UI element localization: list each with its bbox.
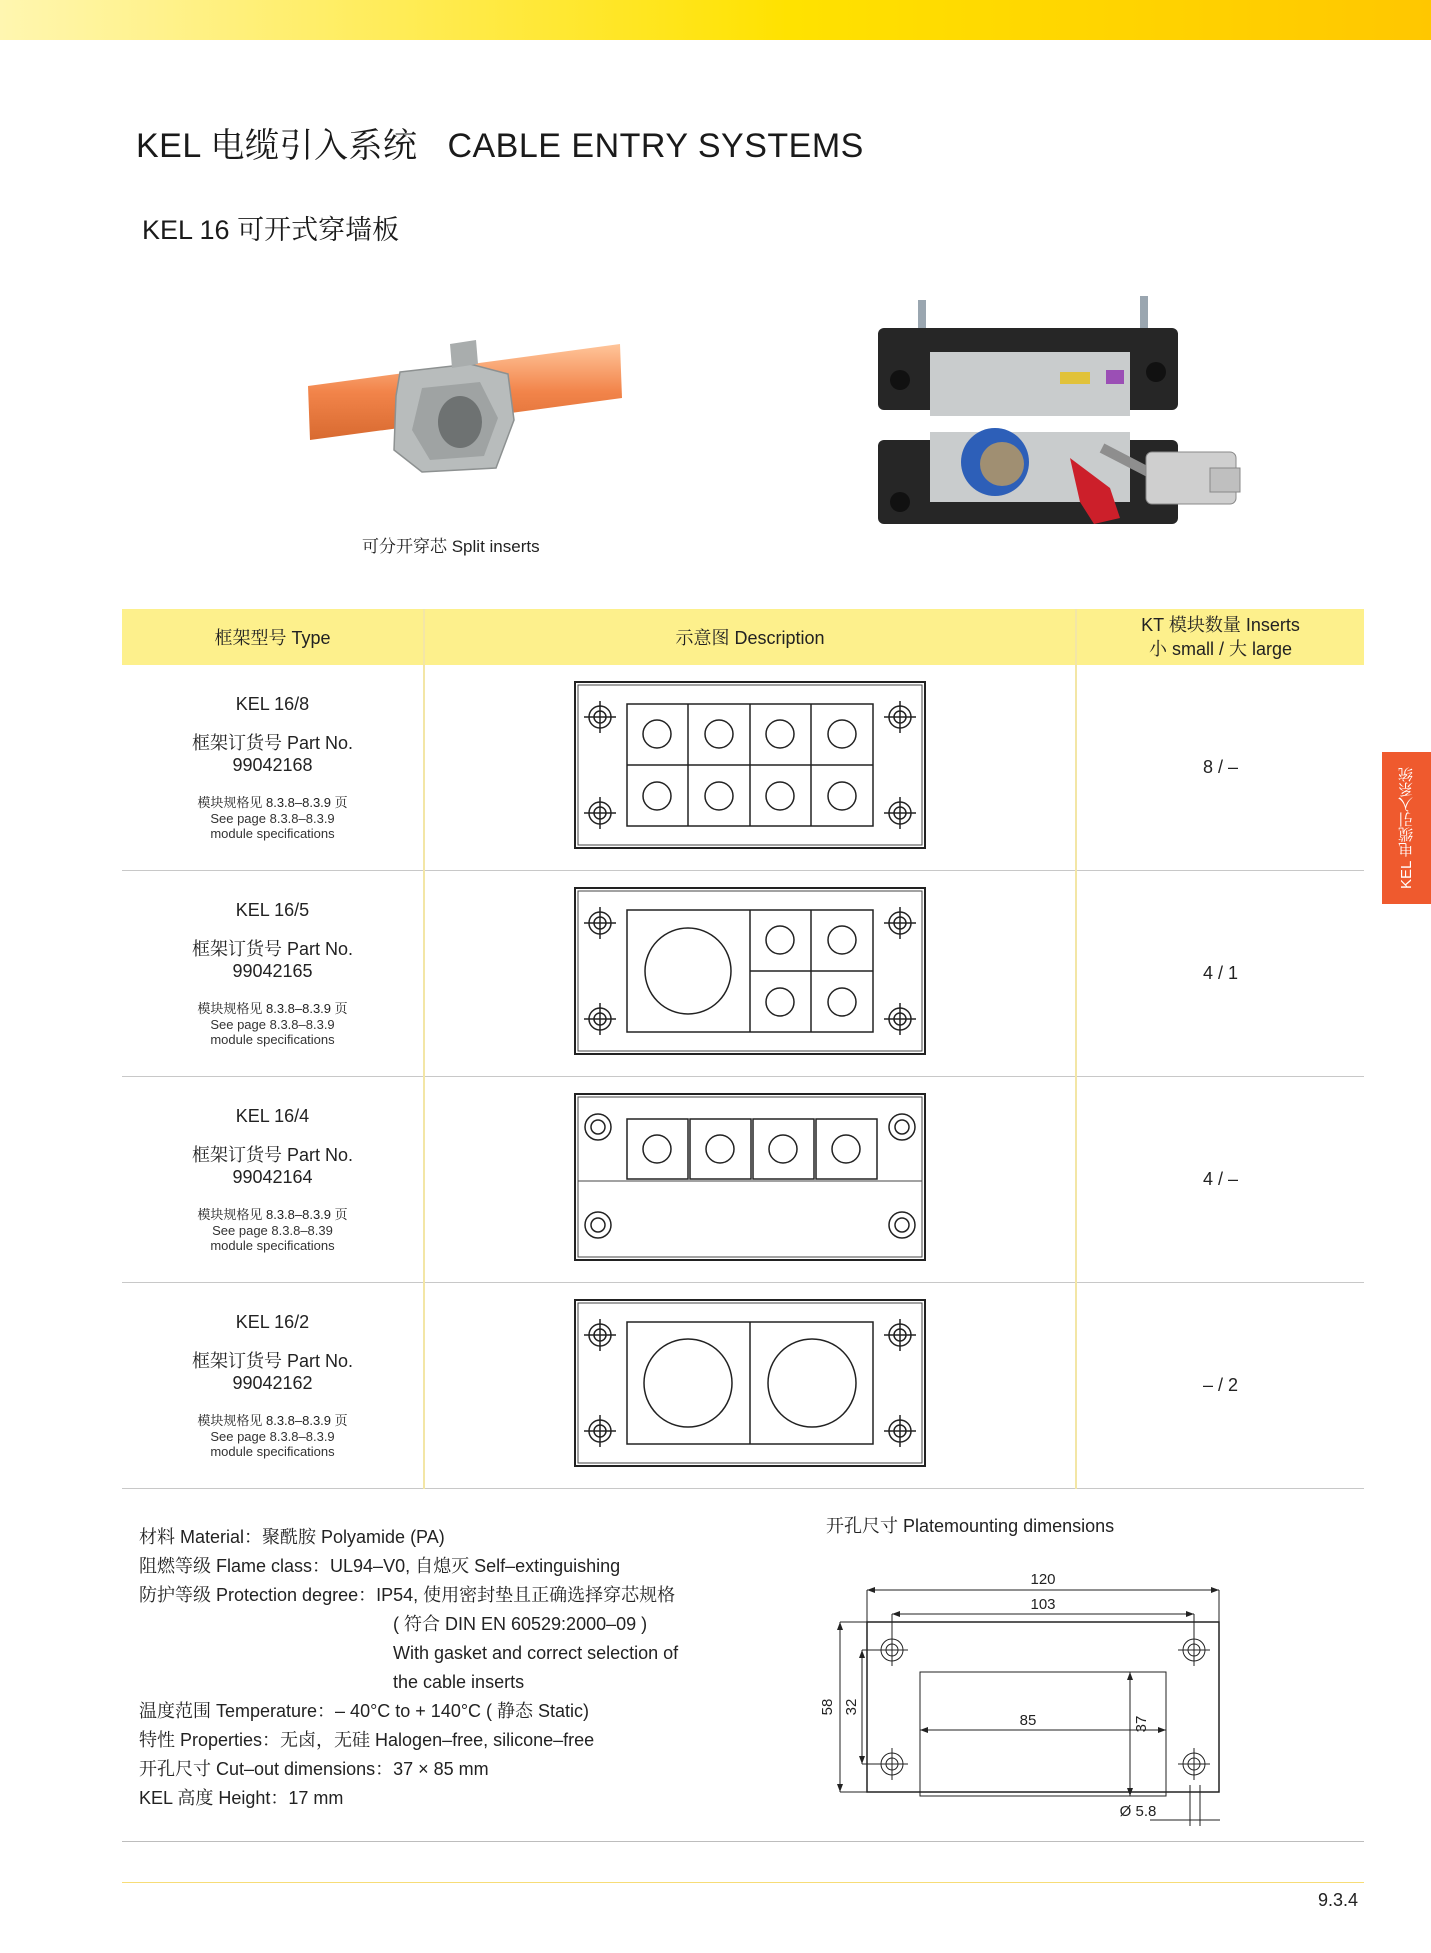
module-spec-cn: 模块规格见 8.3.8–8.3.9 页 [197, 795, 348, 810]
model-name: KEL 16/8 [235, 694, 310, 714]
product-table [122, 609, 1364, 1489]
inserts-count: 8 / – [1202, 757, 1239, 777]
module-spec-cn: 模块规格见 8.3.8–8.3.9 页 [197, 1001, 348, 1016]
dim-85: 85 [1019, 1712, 1037, 1729]
inserts-count: – / 2 [1202, 1375, 1239, 1395]
kel-16-4-drawing [572, 1091, 928, 1263]
inserts-cell [1076, 871, 1364, 1077]
spec-height: KEL 高度 Height：17 mm [139, 1788, 344, 1808]
inserts-count: 4 / – [1202, 1169, 1239, 1189]
module-spec-en: module specifications [210, 1444, 335, 1459]
description-cell [424, 1077, 1076, 1283]
spec-cutout: 开孔尺寸 Cut–out dimensions：37 × 85 mm [139, 1759, 489, 1779]
dim-103: 103 [1030, 1596, 1056, 1613]
kel-16-8-drawing [572, 679, 928, 851]
inserts-count: 4 / 1 [1202, 963, 1239, 983]
module-spec-en: module specifications [210, 1032, 335, 1047]
type-cell [122, 665, 424, 871]
type-cell [122, 1283, 424, 1489]
dim-120: 120 [1030, 1571, 1056, 1588]
split-insert-photo [300, 330, 630, 480]
module-spec-page: See page 8.3.8–8.3.9 [210, 811, 335, 826]
module-spec-cn: 模块规格见 8.3.8–8.3.9 页 [197, 1413, 348, 1428]
dim-37: 37 [1133, 1715, 1150, 1733]
part-no-label: 框架订货号 Part No. [191, 1145, 354, 1165]
spec-protection-note-2: the cable inserts [393, 1672, 525, 1692]
description-cell [424, 665, 1076, 871]
inserts-cell [1076, 1077, 1364, 1283]
part-number: 99042162 [232, 1373, 313, 1393]
header-inserts: KT 模块数量 Inserts 小 small / 大 large [1076, 609, 1364, 665]
kel-16-2-drawing [572, 1297, 928, 1469]
part-no-label: 框架订货号 Part No. [191, 733, 354, 753]
model-name: KEL 16/5 [235, 900, 310, 920]
page-subtitle: KEL 16 可开式穿墙板 [142, 215, 400, 245]
part-number: 99042164 [232, 1167, 313, 1187]
specifications-block [139, 1523, 678, 1813]
spec-temperature: 温度范围 Temperature：– 40°C to + 140°C ( 静态 Static) [139, 1701, 590, 1721]
table-row [122, 1283, 1364, 1489]
table-row [122, 1077, 1364, 1283]
inserts-cell [1076, 665, 1364, 871]
module-spec-en: module specifications [210, 1238, 335, 1253]
spec-protection-standard: ( 符合 DIN EN 60529:2000–09 ) [393, 1614, 648, 1634]
model-name: KEL 16/4 [235, 1106, 310, 1126]
type-cell [122, 1077, 424, 1283]
inserts-cell [1076, 1283, 1364, 1489]
dim-32: 32 [843, 1698, 860, 1716]
dim-58: 58 [819, 1698, 836, 1716]
spec-protection: 防护等级 Protection degree：IP54, 使用密封垫且正确选择穿芯规格 [139, 1585, 676, 1605]
module-spec-page: See page 8.3.8–8.39 [212, 1223, 333, 1238]
assembled-frame-photo [870, 292, 1290, 550]
type-cell [122, 871, 424, 1077]
description-cell [424, 1283, 1076, 1489]
page-title-cn: KEL 电缆引入系统 [136, 127, 418, 165]
kel-16-5-drawing [572, 885, 928, 1057]
module-spec-cn: 模块规格见 8.3.8–8.3.9 页 [197, 1207, 348, 1222]
section-divider [122, 1841, 1364, 1842]
table-row [122, 665, 1364, 871]
table-row [122, 871, 1364, 1077]
table-header-row [122, 609, 1364, 665]
page-title-en: CABLE ENTRY SYSTEMS [447, 127, 864, 165]
spec-properties: 特性 Properties：无卤，无硅 Halogen–free, silicone–free [139, 1730, 595, 1750]
photo-caption: 可分开穿芯 Split inserts [362, 537, 540, 556]
spec-material: 材料 Material：聚酰胺 Polyamide (PA) [139, 1527, 445, 1547]
module-spec-page: See page 8.3.8–8.3.9 [210, 1017, 335, 1032]
part-number: 99042168 [232, 755, 313, 775]
model-name: KEL 16/2 [235, 1312, 310, 1332]
page-title [136, 118, 864, 167]
part-no-label: 框架订货号 Part No. [191, 939, 354, 959]
spec-protection-note-1: With gasket and correct selection of [393, 1643, 679, 1663]
platemount-drawing [790, 1540, 1250, 1840]
top-color-bar [0, 0, 1431, 40]
module-spec-page: See page 8.3.8–8.3.9 [210, 1429, 335, 1444]
platemount-title: 开孔尺寸 Platemounting dimensions [826, 1516, 1115, 1536]
side-section-tab: KEL 电缆引入系统 [1382, 752, 1431, 904]
header-description: 示意图 Description [424, 609, 1076, 665]
part-number: 99042165 [232, 961, 313, 981]
footer-divider [122, 1882, 1364, 1883]
page-number: 9.3.4 [1318, 1890, 1359, 1910]
spec-flame-class: 阻燃等级 Flame class：UL94–V0, 自熄灭 Self–extinguishing [139, 1556, 621, 1576]
dim-hole-diameter: Ø 5.8 [1119, 1803, 1157, 1820]
module-spec-en: module specifications [210, 826, 335, 841]
header-type: 框架型号 Type [122, 609, 424, 665]
part-no-label: 框架订货号 Part No. [191, 1351, 354, 1371]
description-cell [424, 871, 1076, 1077]
